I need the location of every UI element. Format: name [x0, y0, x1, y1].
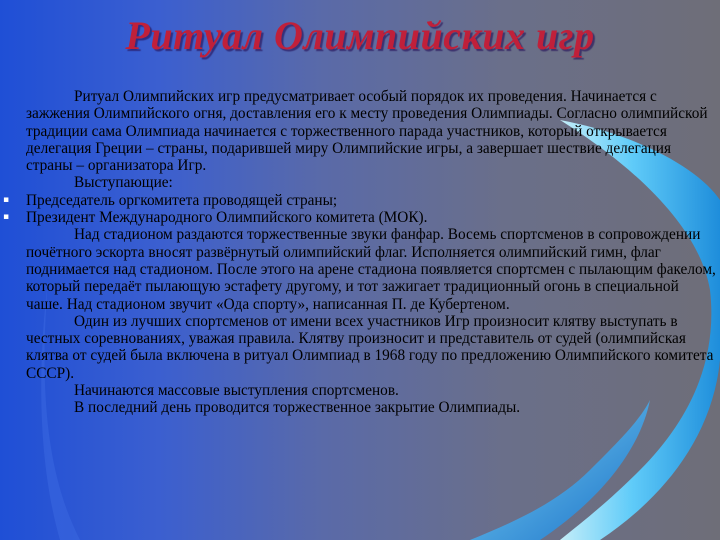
paragraph-speakers-heading: Выступающие: — [74, 174, 173, 192]
paragraph-mass-performances: Начинаются массовые выступления спортсменов. — [74, 382, 399, 400]
bullet-item-organizing-committee — [3, 191, 716, 209]
paragraph-closing: В последний день проводится торжественное закрытие Олимпиады. — [74, 399, 521, 417]
bullet-item-ioc-president — [3, 209, 716, 227]
bullet-text: Президент Международного Олимпийского комитета (МОК). — [26, 209, 428, 227]
bullet-icon: ▪ — [3, 212, 10, 223]
bullet-text: Председатель оргкомитета проводящей страны; — [26, 191, 338, 209]
slide-body — [3, 88, 716, 417]
paragraph-oath: Один из лучших спортсменов от имени всех участников Игр произносит клятву выступать в честных соревнованиях, уважая правила. Клятву произносит и представитель от судей (олимпийская клятва от судей была включена в ритуал Олимпиад в 1968 году по предложению Олимпийского комитета СССР). — [26, 312, 714, 382]
slide-title: Ритуал Олимпийских игр — [125, 13, 595, 58]
paragraph-intro: Ритуал Олимпийских игр предусматривает особый порядок их проведения. Начинается с зажжения Олимпийского огня, доставления его к месту проведения Олимпиады. Согласно олимпийской традиции сама Олимпиада начинается с торжественного парада участников, который открывается делегация Греции – страны, подарившей миру Олимпийские игры, а завершает шествие делегация страны – организатора Игр. — [26, 88, 708, 175]
bullet-icon: ▪ — [3, 194, 10, 205]
paragraph-ceremony: Над стадионом раздаются торжественные звуки фанфар. Восемь спортсменов в сопровождении почётного эскорта вносят развёрнутый олимпийский флаг. Исполняется олимпийский гимн, флаг поднимается над стадионом. После этого на арене стадиона появляется спортсмен с пылающим факелом, который передаёт пылающую эстафету другому, и тот зажигает традиционный огонь в специальной чаше. Над стадионом звучит «Ода спорту», написанная П. де Кубертеном. — [26, 226, 716, 313]
